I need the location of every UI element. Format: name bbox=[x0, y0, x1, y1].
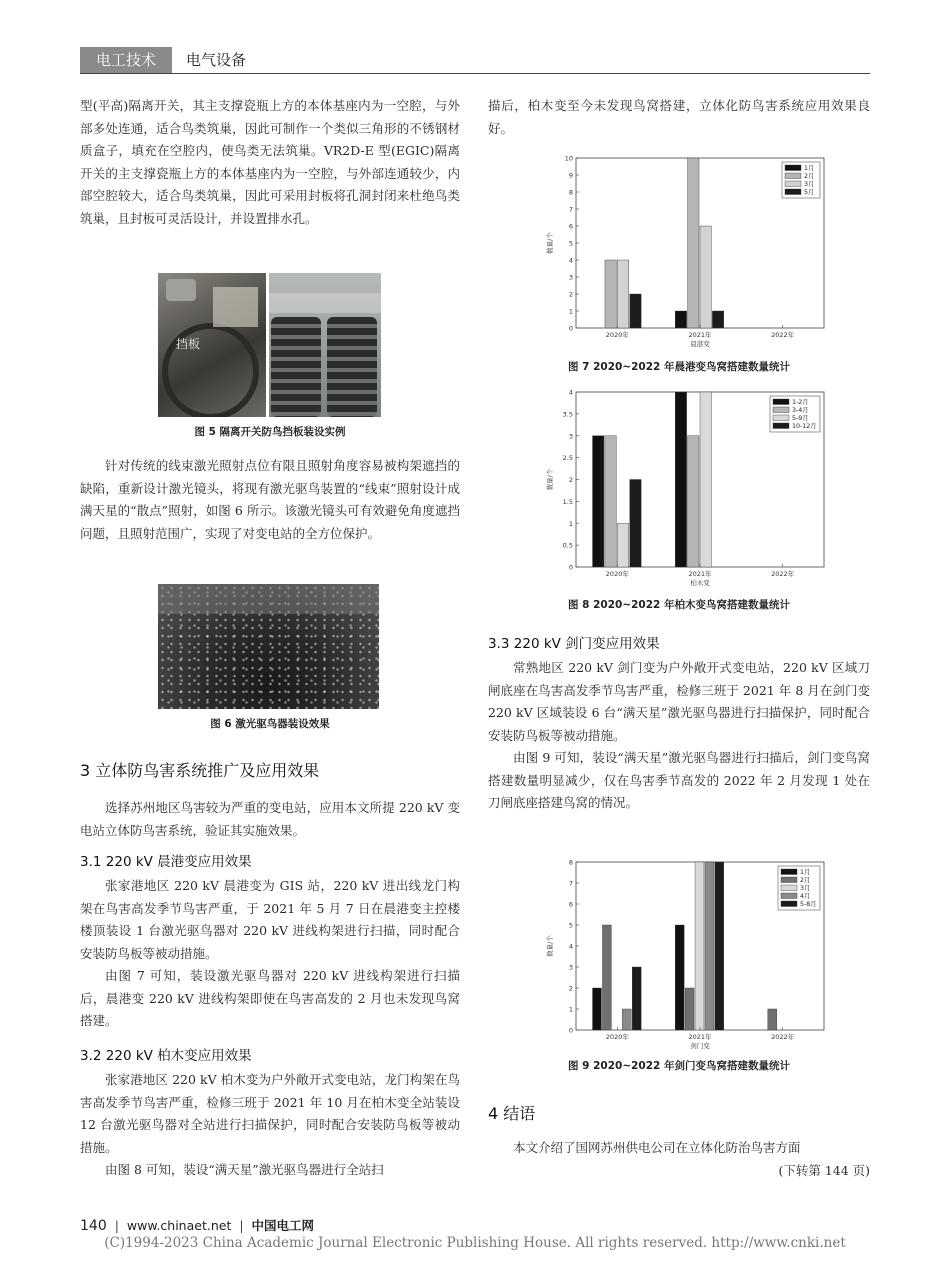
section-3-title: 3 立体防鸟害系统推广及应用效果 bbox=[80, 761, 320, 780]
y-tick-label: 7 bbox=[568, 205, 573, 214]
y-tick-label: 1 bbox=[568, 307, 573, 316]
y-tick-label: 10 bbox=[564, 154, 573, 163]
bar bbox=[632, 967, 641, 1030]
bar bbox=[688, 436, 699, 567]
y-tick-label: 4 bbox=[568, 388, 573, 397]
y-tick-label: 2 bbox=[568, 984, 573, 993]
bar bbox=[617, 523, 628, 567]
x-tick-label: 2020年 bbox=[605, 331, 629, 339]
bar bbox=[675, 925, 684, 1030]
x-sub-label: 柏木变 bbox=[690, 579, 710, 587]
legend-swatch bbox=[773, 399, 789, 405]
y-tick-label: 3.5 bbox=[562, 410, 573, 419]
bar bbox=[675, 311, 686, 328]
x-tick-label: 2021年 bbox=[688, 331, 712, 339]
figure-6-photo bbox=[158, 584, 379, 709]
y-tick-label: 4 bbox=[568, 942, 573, 951]
x-tick-label: 2020年 bbox=[605, 570, 629, 578]
figure-9-chart bbox=[540, 856, 830, 1054]
y-tick-label: 3 bbox=[568, 963, 573, 972]
bar bbox=[700, 392, 711, 567]
paragraph-laser-lens: 针对传统的线束激光照射点位有限且照射角度容易被构架遮挡的缺陷，重新设计激光镜头，将现有激光驱鸟装置的“线束”照射设计成满天星的“散点”照射，如图 6 所示。该激光镜头可有效避免角度遮挡问题，且照射范围广，实现了对变电站的全方位保护。 bbox=[80, 458, 460, 541]
x-sub-label: 晨港变 bbox=[690, 340, 710, 348]
y-tick-label: 4 bbox=[568, 256, 573, 265]
legend-entry: 1月 bbox=[800, 869, 811, 876]
section-3-3-title: 3.3 220 kV 剑门变应用效果 bbox=[488, 636, 660, 652]
legend-swatch bbox=[785, 173, 801, 179]
legend-entry: 5-8月 bbox=[800, 901, 817, 908]
journal-subsection-label: 电气设备 bbox=[186, 51, 247, 69]
paragraph-section-3-1: 张家港地区 220 kV 晨港变为 GIS 站，220 kV 进出线龙门构架在鸟害高发季节鸟害严重，于 2021 年 5 月 7 日在晨港变主控楼楼顶装设 1 台激光驱鸟器对 220 kV 进线构架进行扫描，同时配合安装防鸟板等被动措施。 由图 7 可知，装设激光驱鸟器对 220 kV 进线构架进行扫描后，晨港变 220 kV 进线构架即使在鸟害高发的 2 月也未发现鸟窝搭建。 bbox=[80, 878, 460, 1028]
y-tick-label: 1 bbox=[568, 1005, 573, 1014]
legend-swatch bbox=[781, 877, 797, 883]
x-tick-label: 2021年 bbox=[688, 570, 712, 578]
x-tick-label: 2020年 bbox=[605, 1033, 629, 1041]
legend-entry: 3月 bbox=[800, 885, 811, 892]
bar bbox=[602, 925, 611, 1030]
copyright-notice: (C)1994-2023 China Academic Journal Electronic Publishing House. All rights reserved. http://www.cnki.net bbox=[104, 1235, 846, 1251]
bar bbox=[768, 1009, 777, 1030]
figure-5-photo-left bbox=[158, 273, 266, 417]
legend-entry: 5-9月 bbox=[792, 415, 809, 422]
x-tick-label: 2022年 bbox=[771, 570, 795, 578]
y-tick-label: 5 bbox=[568, 921, 573, 930]
paragraph-baimu-result: 描后，柏木变至今未发现鸟窝搭建，立体化防鸟害系统应用效果良好。 bbox=[488, 98, 870, 136]
legend-swatch bbox=[773, 423, 789, 429]
legend-swatch bbox=[785, 165, 801, 171]
journal-section-label: 电工技术 bbox=[80, 47, 172, 73]
page-footer bbox=[80, 1216, 314, 1234]
legend-entry: 2月 bbox=[804, 173, 815, 180]
section-4-title: 4 结语 bbox=[488, 1104, 536, 1123]
legend-entry: 3月 bbox=[804, 181, 815, 188]
figure-8-caption: 图 8 2020~2022 年柏木变鸟窝搭建数量统计 bbox=[567, 599, 791, 611]
figure-6-caption: 图 6 激光驱鸟器装设效果 bbox=[210, 718, 330, 730]
y-tick-label: 8 bbox=[568, 188, 573, 197]
paragraph-section-3-3: 常熟地区 220 kV 剑门变为户外敞开式变电站，220 kV 区域刀闸底座在鸟害高发季节鸟害严重，检修三班于 2021 年 8 月在剑门变 220 kV 区域装设 6 台“满天星”激光驱鸟器进行扫描保护，同时配合安装防鸟板等被动措施。 由图 9 可知，装设“满天星”激光驱鸟器进行扫描后，剑门变鸟窝搭建数量明显减少，仅在鸟害季节高发的 2022 年 2 月发现 1 处在刀闸底座搭建鸟窝的情况。 bbox=[488, 660, 870, 810]
legend-entry: 4月 bbox=[800, 893, 811, 900]
y-tick-label: 1 bbox=[568, 519, 573, 528]
paragraph-switch-design: 型(平高)隔离开关，其主支撑瓷瓶上方的本体基座内为一空腔，与外部多处连通，适合鸟类筑巢，因此可制作一个类似三角形的不锈钢材质盒子，填充在空腔内，使鸟类无法筑巢。VR2D-E 型(EGIC)隔离开关的主支撑瓷瓶上方的本体基座内为一空腔，与外部连通较少，内部空腔较大，适合鸟类筑巢，因此可采用封板将孔洞封闭来杜绝鸟类筑巢，且封板可灵活设计，并设置排水孔。 bbox=[80, 98, 460, 226]
figure-5-caption: 图 5 隔离开关防鸟挡板装设实例 bbox=[194, 426, 346, 438]
bar bbox=[630, 294, 641, 328]
legend-entry: 1月 bbox=[804, 165, 815, 172]
footer-website: www.chinaet.net bbox=[126, 1218, 232, 1233]
y-axis-label: 数量/个 bbox=[546, 468, 554, 491]
legend-entry: 3-4月 bbox=[792, 407, 809, 414]
figure-7-caption: 图 7 2020~2022 年晨港变鸟窝搭建数量统计 bbox=[567, 361, 791, 373]
figure-7-chart bbox=[540, 152, 830, 352]
y-tick-label: 7 bbox=[568, 879, 573, 888]
y-tick-label: 2 bbox=[568, 290, 573, 299]
legend-swatch bbox=[781, 885, 797, 891]
bar bbox=[700, 226, 711, 328]
y-tick-label: 6 bbox=[568, 900, 573, 909]
y-tick-label: 0 bbox=[568, 324, 573, 333]
bar bbox=[605, 260, 616, 328]
y-tick-label: 2.5 bbox=[562, 454, 573, 463]
legend-entry: 5月 bbox=[804, 189, 815, 196]
continued-note: (下转第 144 页) bbox=[778, 1162, 870, 1178]
legend-entry: 2月 bbox=[800, 877, 811, 884]
legend-swatch bbox=[773, 407, 789, 413]
legend-entry: 10-12月 bbox=[792, 423, 817, 430]
x-tick-label: 2022年 bbox=[771, 331, 795, 339]
figure-8-chart bbox=[540, 386, 830, 591]
bar bbox=[593, 436, 604, 567]
bar bbox=[685, 988, 694, 1030]
y-tick-label: 2 bbox=[568, 476, 573, 484]
y-tick-label: 0.5 bbox=[562, 541, 573, 550]
footer-divider-2: | bbox=[239, 1218, 244, 1233]
legend-entry: 1-2月 bbox=[792, 399, 809, 406]
figure-5-photo-right bbox=[269, 273, 381, 417]
x-tick-label: 2021年 bbox=[688, 1033, 712, 1041]
section-3-2-title: 3.2 220 kV 柏木变应用效果 bbox=[80, 1048, 252, 1064]
paragraph-section-3-2: 张家港地区 220 kV 柏木变为户外敞开式变电站，龙门构架在鸟害高发季节鸟害严重，检修三班于 2021 年 10 月在柏木变全站装设 12 台激光驱鸟器对全站进行扫描保护，同时配合安装防鸟板等被动措施。 由图 8 可知，装设“满天星”激光驱鸟器进行全站扫 bbox=[80, 1072, 460, 1177]
y-axis-label: 数量/个 bbox=[546, 935, 554, 957]
legend-swatch bbox=[781, 893, 797, 899]
y-tick-label: 3 bbox=[568, 432, 573, 441]
legend-swatch bbox=[785, 189, 801, 195]
bar bbox=[705, 862, 714, 1030]
x-sub-label: 剑门变 bbox=[690, 1042, 710, 1050]
y-tick-label: 5 bbox=[568, 239, 573, 248]
bar bbox=[715, 862, 724, 1030]
bar bbox=[593, 988, 602, 1030]
bar bbox=[712, 311, 723, 328]
y-axis-label: 数量/个 bbox=[546, 232, 554, 254]
bar bbox=[617, 260, 628, 328]
y-tick-label: 8 bbox=[568, 858, 573, 867]
bar bbox=[695, 862, 704, 1030]
section-3-1-title: 3.1 220 kV 晨港变应用效果 bbox=[80, 854, 252, 870]
bar bbox=[688, 158, 699, 328]
y-tick-label: 1.5 bbox=[562, 497, 573, 506]
legend-swatch bbox=[781, 869, 797, 875]
y-tick-label: 0 bbox=[568, 1026, 573, 1035]
legend-swatch bbox=[773, 415, 789, 421]
legend-swatch bbox=[781, 901, 797, 907]
page-number: 140 bbox=[80, 1218, 107, 1234]
figure-9-caption: 图 9 2020~2022 年剑门变鸟窝搭建数量统计 bbox=[567, 1060, 791, 1072]
bar bbox=[675, 392, 686, 567]
paragraph-section-3: 选择苏州地区鸟害较为严重的变电站，应用本文所提 220 kV 变电站立体防鸟害系统，验证其实施效果。 bbox=[80, 800, 460, 838]
y-tick-label: 3 bbox=[568, 273, 573, 282]
x-tick-label: 2022年 bbox=[771, 1033, 795, 1041]
y-tick-label: 9 bbox=[568, 171, 573, 180]
footer-journal-name: 中国电工网 bbox=[251, 1218, 315, 1233]
footer-divider: | bbox=[114, 1218, 119, 1233]
bar bbox=[630, 480, 641, 568]
y-tick-label: 6 bbox=[568, 222, 573, 231]
legend-swatch bbox=[785, 181, 801, 187]
header-divider bbox=[80, 73, 870, 74]
bar bbox=[622, 1009, 631, 1030]
paragraph-conclusion: 本文介绍了国网苏州供电公司在立体化防治鸟害方面 (下转第 144 页) bbox=[488, 1137, 870, 1182]
figure-5-baffle-label: 挡板 bbox=[176, 337, 201, 351]
y-tick-label: 0 bbox=[568, 563, 573, 572]
bar bbox=[605, 436, 616, 567]
